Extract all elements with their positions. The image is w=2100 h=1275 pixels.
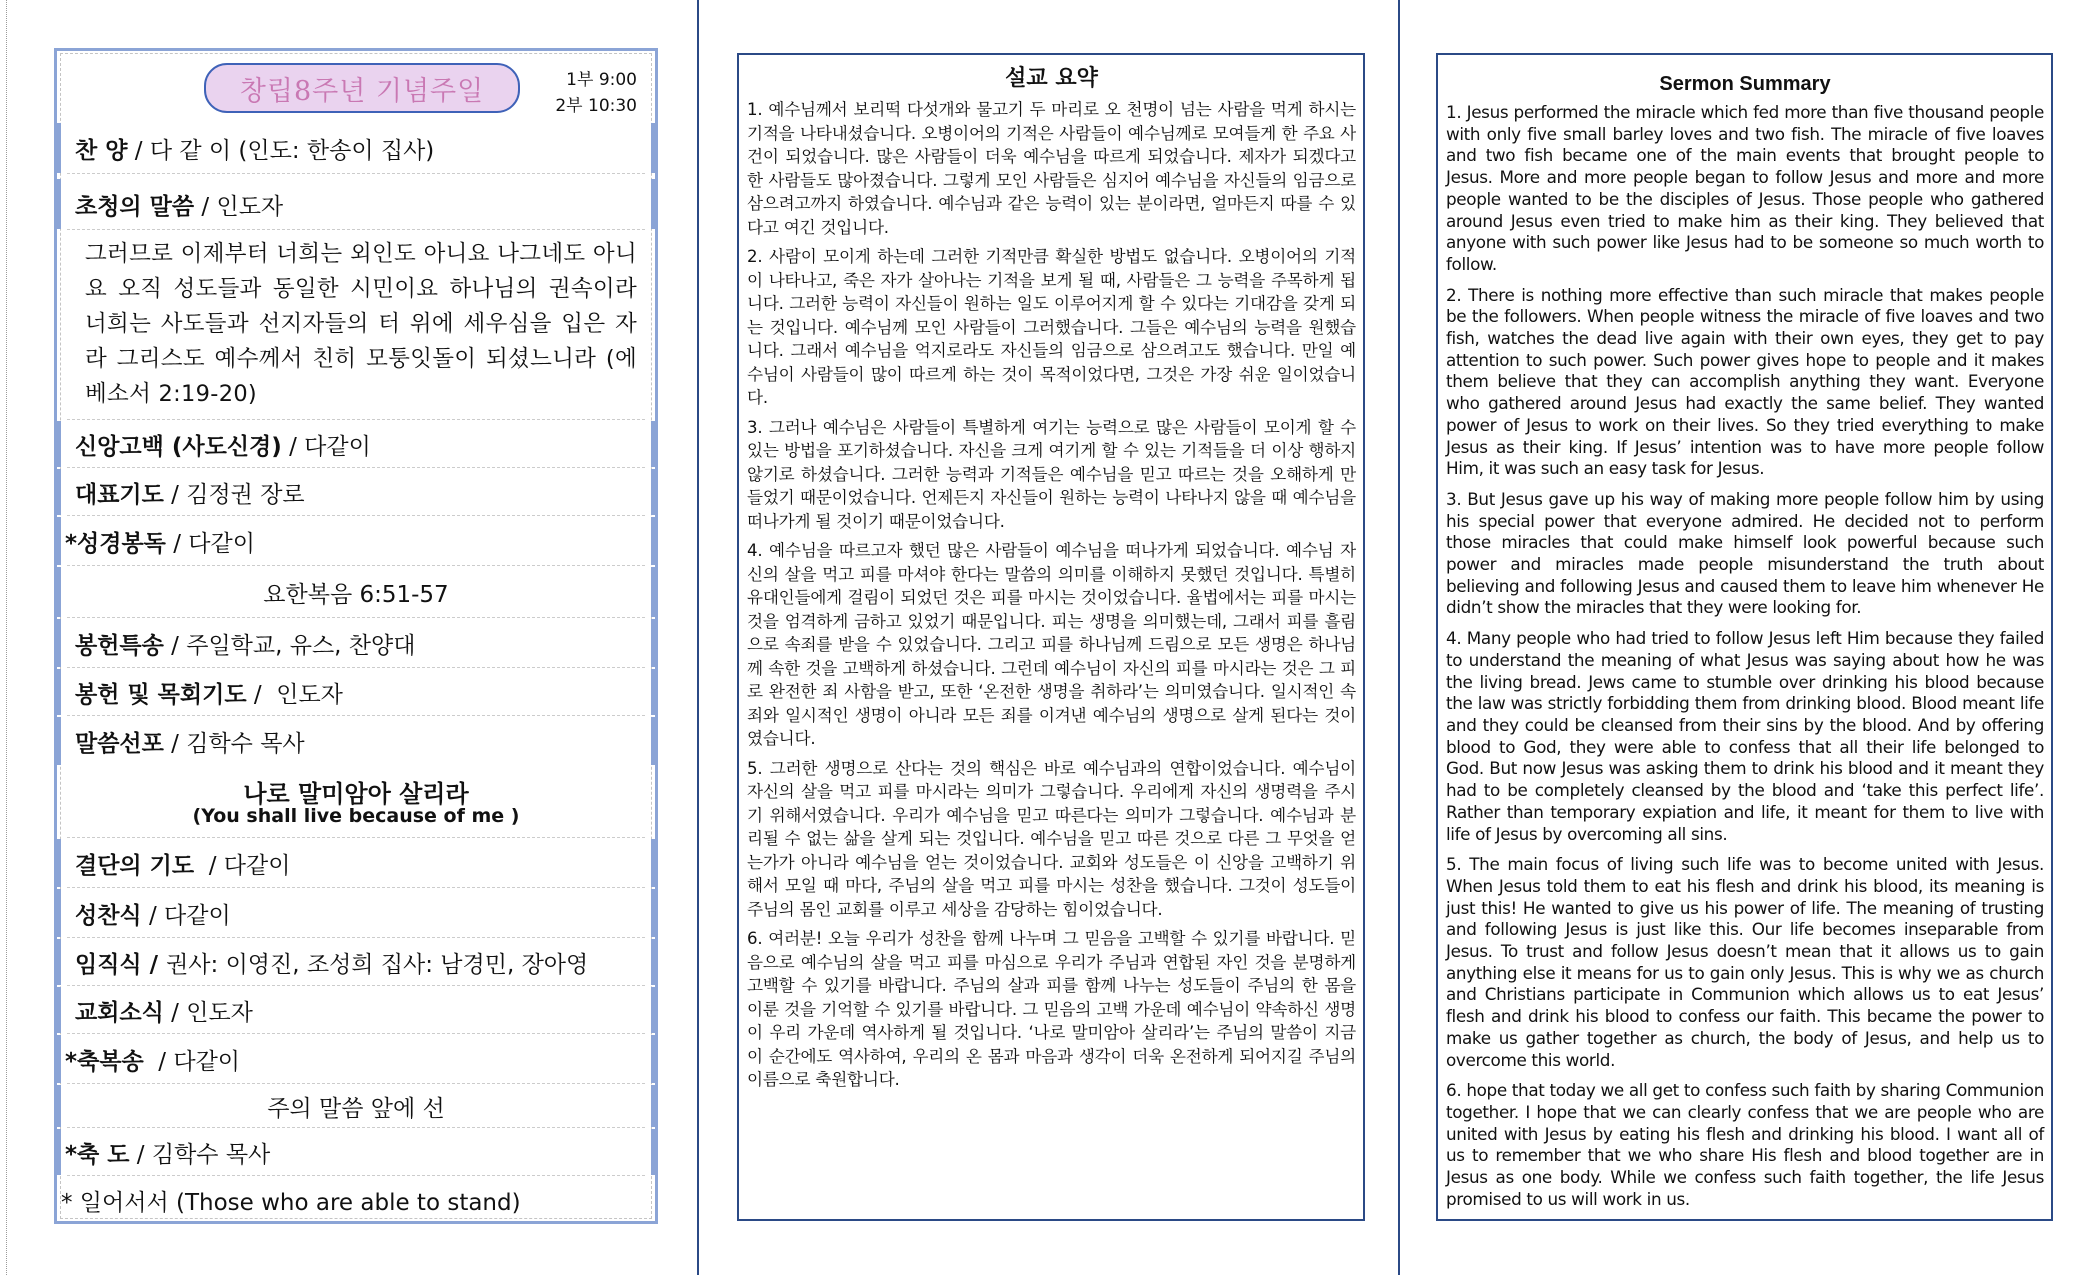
page-edge-dotted-line bbox=[6, 0, 7, 1275]
worship-item-sermon bbox=[57, 717, 655, 765]
item-label: *축복송 bbox=[65, 1048, 144, 1075]
summary-paragraph: 2. There is nothing more effective than such miracle that makes people be the followers. When people witness the miracle of five loaves and two fish, watches the dead live again with their own eyes, they get to pay attention to such power. Such power gives hope to people and it makes them believe that they can accomplish anything they want. Everyone who gathered around Jesus had exactly the same belief. They wanted power of Jesus to work on their lives. So they tried everything to make Jesus as their king. If Jesus’ intention was to have more people follow Him, it was such an easy task for Jesus. bbox=[1446, 284, 2044, 479]
item-detail: / 다같이 bbox=[143, 1048, 241, 1075]
item-detail: / 주일학교, 유스, 찬양대 bbox=[163, 632, 416, 659]
column-divider-right bbox=[1398, 0, 1400, 1275]
item-label: 봉헌특송 bbox=[75, 632, 164, 659]
column-divider-left bbox=[697, 0, 699, 1275]
item-label: 성찬식 bbox=[75, 902, 142, 929]
item-detail: / 인도자 bbox=[194, 193, 284, 220]
sermon-title-korean: 나로 말미암아 살리라 bbox=[243, 780, 469, 808]
item-detail: / 김학수 목사 bbox=[129, 1141, 271, 1168]
summary-paragraph: 5. The main focus of living such life was to become united with Jesus. When Jesus told them to eat his flesh and drink his blood, its meaning is just this! He wanted to give us his power of life. The meaning of trusting and following Jesus is just like this. Our life becomes inseparable from Jesus. To trust and follow Jesus doesn’t mean that it allows us to gain anything else it means for us to gain only Jesus. This is why we as church and Christians participate in Communion which allows us to eat Jesus’ flesh and drink his blood to confess our faith. This became the power to make us gather together as church, the body of Jesus, and help us to overcome this world. bbox=[1446, 854, 2044, 1070]
item-label: 대표기도 bbox=[75, 481, 164, 508]
worship-item-offering-special bbox=[57, 619, 655, 667]
item-label: 결단의 기도 bbox=[75, 852, 195, 879]
sermon-title-english: (You shall live because of me ) bbox=[192, 805, 520, 827]
item-detail: / 김학수 목사 bbox=[163, 730, 305, 757]
service-time-second: 2부 10:30 bbox=[555, 96, 637, 116]
item-detail: / 인도자 bbox=[163, 999, 253, 1026]
stand-note: * 일어서서 (Those who are able to stand) bbox=[61, 1189, 521, 1216]
item-detail: / 김정권 장로 bbox=[163, 481, 305, 508]
stand-note-row bbox=[57, 1177, 655, 1223]
invitation-scripture: 그러므로 이제부터 너희는 외인도 아니요 나그네도 아니요 오직 성도들과 동일한 시민이요 하나님의 권속이라 너희는 사도들과 선지자들의 터 위에 세우심을 입은 자라 그리스도 예수께서 친히 모퉁잇돌이 되셨느니라 (에베소서 2:19-20) bbox=[85, 241, 637, 407]
worship-item-prayer bbox=[57, 469, 655, 515]
item-label: 교회소식 bbox=[75, 999, 164, 1026]
item-detail: / 다같이 bbox=[141, 902, 231, 929]
hymn-row bbox=[57, 1085, 655, 1127]
sermon-summary-korean bbox=[737, 53, 1365, 1221]
item-detail: / 다같이 bbox=[194, 852, 291, 879]
worship-item-praise bbox=[57, 123, 655, 173]
worship-item-offering-prayer bbox=[57, 669, 655, 715]
item-label: 봉헌 및 목회기도 bbox=[75, 681, 247, 708]
worship-item-bible-reading bbox=[57, 517, 655, 565]
item-label: *축 도 bbox=[65, 1141, 130, 1168]
summary-title-korean: 설교 요약 bbox=[1005, 66, 1098, 91]
item-detail: / 다 같 이 (인도: 한송이 집사) bbox=[127, 137, 435, 164]
worship-item-invitation bbox=[57, 179, 655, 229]
summary-paragraph: 6. hope that today we all get to confess such faith by sharing Communion together. I hope that we can clearly confess that we are people who are united with Jesus by eating his flesh and drinking his blood. I want all of us to remember that we who share His flesh and blood together are in Jesus as one body. While we confess such faith together, the life Jesus promised to us will work in us. bbox=[1446, 1080, 2044, 1209]
summary-paragraph: 4. Many people who had tried to follow Jesus left Him because they failed to understand the meaning of what Jesus was saying about how he was the living bread. Jews came to stumble over drinking his blood because the law was strictly forbidding them from drinking blood. Blood meant life and they could be cleansed from their sins by the blood. And by offering blood to God, they were able to confess that all their life belonged to God. But now Jesus was asking them to drink his blood and it meant they had to be completely cleansed by the blood and ‘take this perfect life’. Rather than temporary expiation and life, it meant for them to live with life of Jesus by overcoming all sins. bbox=[1446, 628, 2044, 844]
sermon-summary-english bbox=[1436, 53, 2053, 1221]
summary-title-english: Sermon Summary bbox=[1659, 73, 1831, 95]
item-detail: / 다같이 bbox=[281, 433, 371, 460]
item-detail: 권사: 이영진, 조성희 집사: 남경민, 장아영 bbox=[166, 951, 589, 978]
summary-paragraph: 4. 예수님을 따르고자 했던 많은 사람들이 예수님을 떠나가게 되었습니다. 예수님 자신의 살을 먹고 피를 마셔야 한다는 말씀의 의미를 이해하지 못했던 것입니다. 특별히 유대인들에게 걸림이 되었던 것은 피를 마시는 것이었습니다. 율법에서는 피를 마시는 것을 엄격하게 금하고 있었기 때문입니다. 피는 생명을 의미했는데, 그래서 피를 흘림으로 속죄를 받을 수 있었습니다. 그리고 피를 하나님께 드림으로 모든 생명은 하나님께 속한 것을 고백하게 하셨습니다. 그런데 예수님이 자신의 피를 마시라는 것은 그 피로 완전한 죄 사함을 받고, 또한 ‘온전한 생명을 취하라’는 의미였습니다. 일시적인 속죄와 일시적인 생명이 아니라 모든 죄를 이겨낸 예수님의 생명으로 살게 된다는 것이였습니다. bbox=[747, 541, 1356, 748]
order-of-worship-panel bbox=[54, 48, 658, 1224]
summary-paragraph: 1. Jesus performed the miracle which fed more than five thousand people with only five small barley loves and two fish. The miracle of five loaves and two fish became one of the main events that brought people to Jesus. More and more people began to follow Jesus and more and more people wanted to be the disciples of Jesus. Those people who gathered around Jesus even tried to make him as their king. They believed that anyone with such power like Jesus had to be someone so much worth to follow. bbox=[1446, 102, 2044, 274]
summary-paragraph: 3. But Jesus gave up his way of making more people follow him by using his special power that everyone admired. He decided not to perform those miracles that could make himself look powerful because such power and miracles made people misunderstand the truth about believing and following Jesus and caused them to leave him whenever He didn’t show the miracles that they were looking for. bbox=[1446, 488, 2044, 618]
worship-item-blessing-song bbox=[57, 1035, 655, 1083]
item-label: 임직식 / bbox=[75, 951, 167, 978]
item-detail: / 인도자 bbox=[246, 681, 343, 708]
worship-item-benediction bbox=[57, 1129, 655, 1175]
summary-paragraph: 3. 그러나 예수님은 사람들이 특별하게 여기는 능력으로 많은 사람들이 모이게 할 수 있는 방법을 포기하셨습니다. 자신을 크게 여기게 할 수 있는 기적들을 더 이상 행하지 않기로 하셨습니다. 그러한 능력과 기적들은 예수님을 믿고 따르는 것을 오해하게 만들었기 때문이었습니다. 언제든지 자신들이 원하는 능력이 나타나지 않을 때 예수님을 떠나가게 될 것이기 때문이었습니다. bbox=[747, 417, 1356, 531]
summary-paragraph: 6. 여러분! 오늘 우리가 성찬을 함께 나누며 그 믿음을 고백할 수 있기를 바랍니다. 믿음으로 예수님의 살을 먹고 피를 마심으로 우리가 주님과 연합된 자인 것을 분명하게 고백할 수 있기를 바랍니다. 주님의 살과 피를 함께 나누는 성도들이 주님의 한 몸을 이룬 것을 기억할 수 있기를 바랍니다. 그 믿음의 고백 가운데 예수님이 약속하신 생명이 우리 가운데 역사하게 될 것입니다. ‘나로 말미암아 살리라’는 주님의 말씀이 지금 이 순간에도 역사하여, 우리의 온 몸과 마음과 생각이 더욱 온전하게 되어지길 주님의 이름으로 축원합니다. bbox=[747, 929, 1356, 1089]
worship-item-communion bbox=[57, 889, 655, 937]
hymn-title: 주의 말씀 앞에 선 bbox=[267, 1095, 445, 1122]
worship-item-announcements bbox=[57, 987, 655, 1033]
service-time-first: 1부 9:00 bbox=[566, 70, 637, 90]
reading-reference: 요한복음 6:51-57 bbox=[263, 581, 449, 608]
worship-item-decision-prayer bbox=[57, 839, 655, 887]
item-label: 초청의 말씀 bbox=[75, 193, 195, 220]
anniversary-title: 창립8주년 기념주일 bbox=[204, 63, 520, 113]
worship-item-ordination bbox=[57, 939, 655, 985]
worship-item-creed bbox=[57, 421, 655, 467]
summary-paragraph: 5. 그러한 생명으로 산다는 것의 핵심은 바로 예수님과의 연합이었습니다. 예수님이 자신의 살을 먹고 피를 마시라는 의미가 그렇습니다. 우리에게 자신의 생명력을 주시기 위해서였습니다. 우리가 예수님을 믿고 따른다는 의미가 그렇습니다. 예수님과 분리될 수 없는 삶을 살게 되는 것입니다. 예수님을 믿고 따른 것으로 다른 그 무엇을 얻는가가 아니라 예수님을 얻는 것이었습니다. 교회와 성도들은 이 신앙을 고백하기 위해서 모일 때 마다, 주님의 살을 먹고 피를 마시는 성찬을 했습니다. 그것이 성도들이 주님의 몸인 교회를 이루고 세상을 감당하는 힘이었습니다. bbox=[747, 758, 1356, 919]
reading-reference-row bbox=[57, 567, 655, 617]
item-label: *성경봉독 bbox=[65, 530, 166, 557]
item-label: 신앙고백 (사도신경) bbox=[75, 433, 282, 460]
summary-paragraph: 2. 사람이 모이게 하는데 그러한 기적만큼 확실한 방법도 없습니다. 오병이어의 기적이 나타나고, 죽은 자가 살아나는 기적을 보게 될 때, 사람들은 그 능력을 주목하게 됩니다. 그러한 능력이 자신들이 원하는 일도 이루어지게 할 수 있다는 기대감을 갖게 되는 것입니다. 예수님께 모인 사람들이 그러했습니다. 그들은 예수님의 능력을 원했습니다. 그래서 예수님을 억지로라도 자신들의 임금으로 삼으려고도 했습니다. 만일 예수님이 사람들이 많이 따르게 하는 것이 목적이었다면, 그것은 가장 쉬운 일이었습니다. bbox=[747, 247, 1356, 407]
item-label: 찬 양 bbox=[75, 137, 128, 164]
item-detail: / 다같이 bbox=[165, 530, 255, 557]
summary-paragraph: 1. 예수님께서 보리떡 다섯개와 물고기 두 마리로 오 천명이 넘는 사람을 먹게 하시는 기적을 나타내셨습니다. 오병이어의 기적은 사람들이 예수님께로 모여들게 한 주요 사건이 되었습니다. 많은 사람들이 더욱 예수님을 따르게 되었습니다. 제자가 되겠다고 한 사람들도 많아졌습니다. 그렇게 모인 사람들은 심지어 예수님을 자신들의 임금으로 삼으려고까지 하였습니다. 예수님과 같은 능력이 있는 분이라면, 얼마든지 따를 수 있다고 여긴 것입니다. bbox=[747, 100, 1356, 237]
item-label: 말씀선포 bbox=[75, 730, 164, 757]
